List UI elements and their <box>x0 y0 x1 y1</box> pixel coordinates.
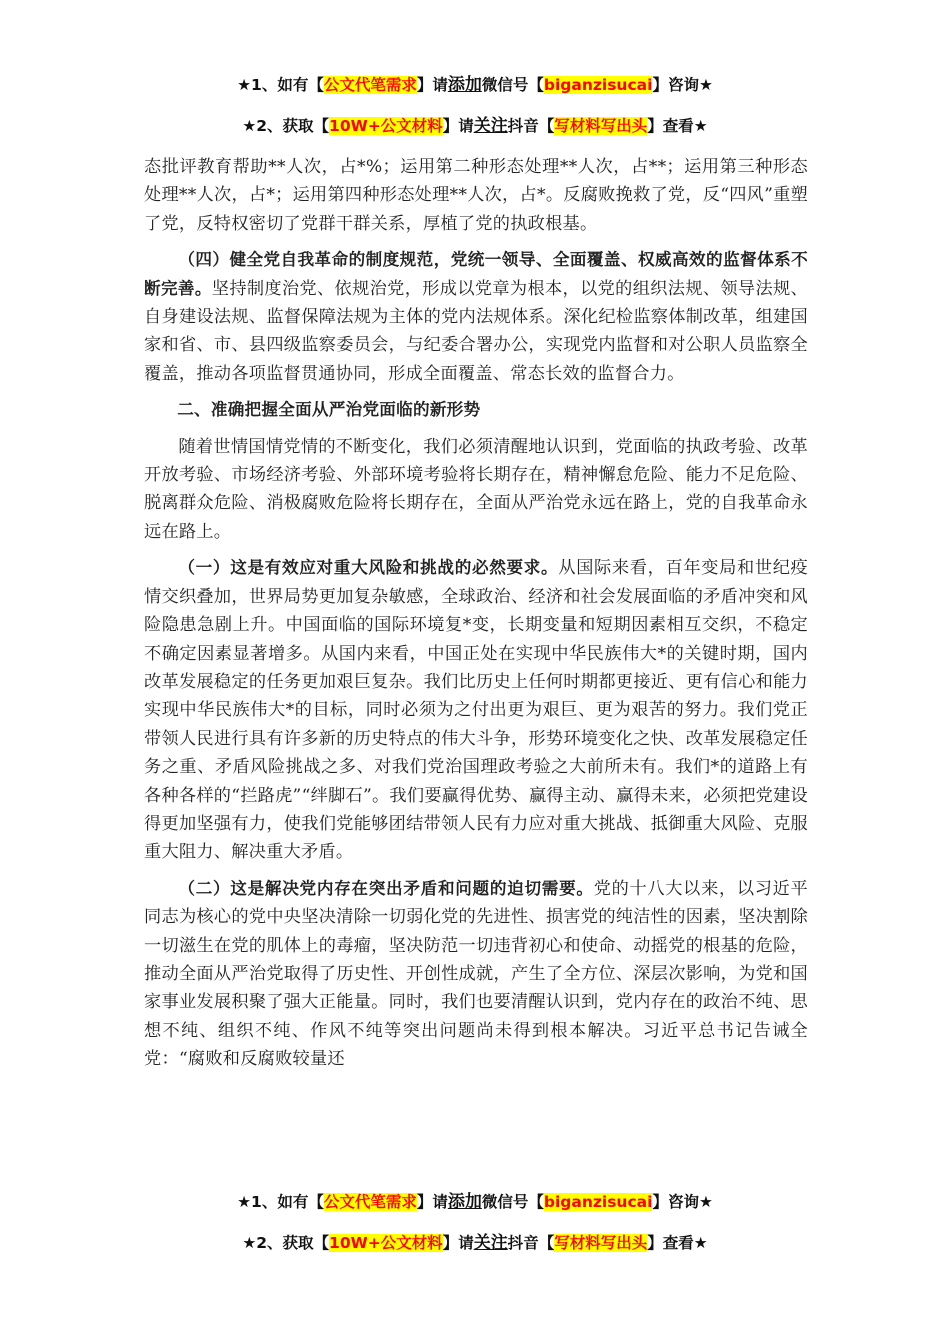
banner-highlight: 写材料写出头 <box>554 1234 648 1252</box>
paragraph-text: 从国际来看，百年变局和世纪疫情交织叠加，世界局势更加复杂敏感，全球政治、经济和社会发展面临的矛盾冲突和风险隐患急剧上升。中国面临的国际环境复*变，长期变量和短期因素相互交织，不稳定不确定因素显著增多。从国内来看，中国正处在实现中华民族伟大*的关键时期，国内改革发展稳定的任务更加艰巨复杂。我们比历史上任何时期都更接近、更有信心和能力实现中华民族伟大*的目标，同时必须为之付出更为艰巨、更为艰苦的努力。我们党正带领人民进行具有许多新的历史特点的伟大斗争，形势环境变化之快、改革发展稳定任务之重、矛盾风险挑战之多、对我们党治国理政考验之大前所未有。我们*的道路上有各种各样的“拦路虎”“绊脚石”。我们要赢得优势、赢得主动、赢得未来，必须把党建设得更加坚强有力，使我们党能够团结带领人民有力应对重大挑战、抵御重大风险、克服重大阻力、解决重大矛盾。 <box>144 558 808 863</box>
paragraph-text: 坚持制度治党、依规治党，形成以党章为根本，以党的组织法规、领导法规、自身建设法规、监督保障法规为主体的党内法规体系。深化纪检监察体制改革，组建国家和省、市、县四级监察委员会，与纪委合署办公，实现党内监督和对公职人员监察全覆盖，推动各项监督贯通协同，形成全面覆盖、常态长效的监督合力。 <box>144 278 808 384</box>
banner-underlined: 关注 <box>473 116 508 136</box>
footer-banner-line-1 <box>0 1187 950 1212</box>
paragraph-text: 党的十八大以来，以习近平同志为核心的党中央坚决清除一切弱化党的先进性、损害党的纯洁性的因素，坚决割除一切滋生在党的肌体上的毒瘤，坚决防范一切违背初心和使命、动摇党的根基的危险，推动全面从严治党取得了历史性、开创性成就，产生了全方位、深层次影响，为党和国家事业发展积聚了强大正能量。同时，我们也要清醒认识到，党内存在的政治不纯、思想不纯、组织不纯、作风不纯等突出问题尚未得到根本解决。习近平总书记告诫全党：“腐败和反腐败较量还 <box>144 878 808 1070</box>
banner-suffix: 】查看★ <box>647 117 708 135</box>
banner-suffix: 】查看★ <box>647 1234 708 1252</box>
banner-highlight: 公文代笔需求 <box>323 76 417 94</box>
banner-text: 】请 <box>442 1234 474 1252</box>
banner-text: 】请 <box>416 76 448 94</box>
banner-text: 微信号【 <box>481 76 544 94</box>
banner-text: 】请 <box>416 1193 448 1211</box>
header-banner-line-1 <box>0 70 950 95</box>
document-body <box>144 153 808 1074</box>
paragraph <box>144 554 808 866</box>
banner-underlined: 添加 <box>447 75 482 95</box>
banner-highlight: 写材料写出头 <box>554 117 648 135</box>
banner-highlight: 10W+公文材料 <box>329 1234 443 1252</box>
banner-prefix: ★2、获取【 <box>242 117 330 135</box>
banner-suffix: 】咨询★ <box>652 76 713 94</box>
paragraph <box>144 246 808 388</box>
banner-text: 微信号【 <box>481 1193 544 1211</box>
header-banner-line-2 <box>0 111 950 136</box>
banner-highlight: biganzisucai <box>543 76 653 94</box>
banner-underlined: 添加 <box>447 1192 482 1212</box>
paragraph-heading: （四）健全党自我革命的制度规范，党统一领导、全面覆盖、权威高效的监督体系不断完善。 <box>144 250 808 298</box>
banner-text: 抖音【 <box>507 1234 555 1252</box>
paragraph: 态批评教育帮助**人次，占*%；运用第二种形态处理**人次，占**；运用第三种形态处理**人次，占*；运用第四种形态处理**人次，占*。反腐败挽救了党，反“四风”重塑了党，反特权密切了党群干群关系，厚植了党的执政根基。 <box>144 157 809 234</box>
paragraph-heading: （二）这是解决党内存在突出矛盾和问题的迫切需要。 <box>178 878 594 898</box>
section-heading: 二、准确把握全面从严治党面临的新形势 <box>177 400 481 420</box>
banner-underlined: 关注 <box>473 1233 508 1253</box>
banner-highlight: biganzisucai <box>543 1193 653 1211</box>
banner-highlight: 10W+公文材料 <box>329 117 443 135</box>
banner-prefix: ★1、如有【 <box>237 76 324 94</box>
banner-text: 抖音【 <box>507 117 555 135</box>
banner-highlight: 公文代笔需求 <box>323 1193 417 1211</box>
footer-banner-line-2 <box>0 1228 950 1253</box>
banner-suffix: 】咨询★ <box>652 1193 713 1211</box>
banner-text: 】请 <box>442 117 474 135</box>
paragraph-heading: （一）这是有效应对重大风险和挑战的必然要求。 <box>178 558 559 578</box>
banner-prefix: ★1、如有【 <box>237 1193 324 1211</box>
banner-prefix: ★2、获取【 <box>242 1234 330 1252</box>
paragraph: 随着世情国情党情的不断变化，我们必须清醒地认识到，党面临的执政考验、改革开放考验、市场经济考验、外部环境考验将长期存在，精神懈怠危险、能力不足危险、脱离群众危险、消极腐败危险将长期存在，全面从严治党永远在路上，党的自我革命永远在路上。 <box>144 436 808 542</box>
paragraph <box>144 875 808 1074</box>
